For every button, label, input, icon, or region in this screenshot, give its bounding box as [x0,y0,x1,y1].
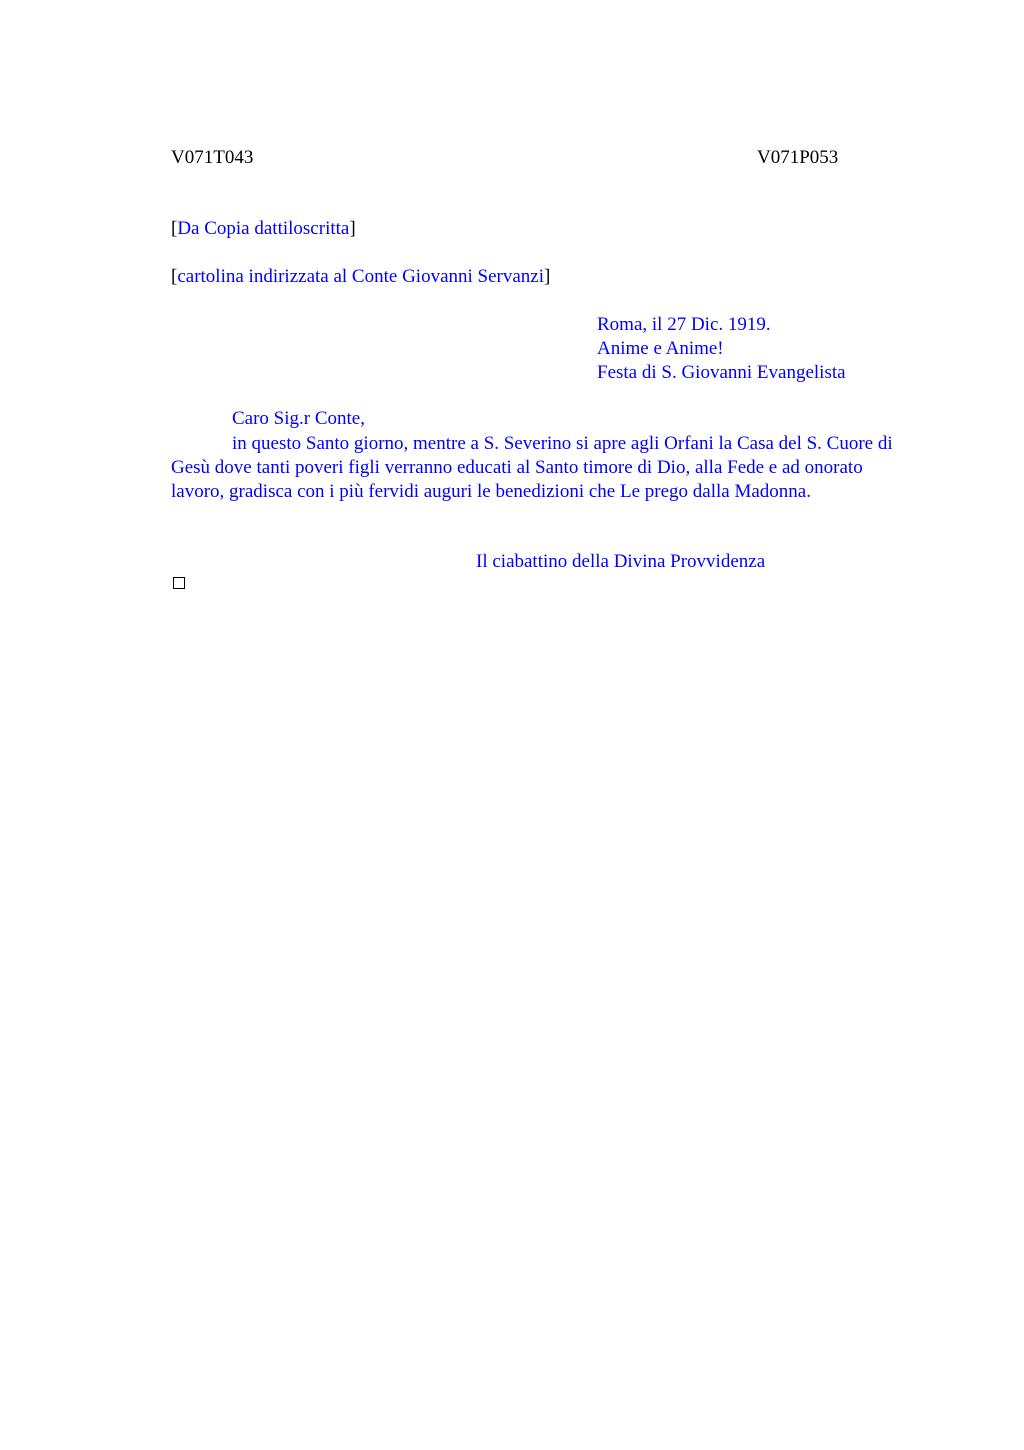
source-note [171,218,356,240]
letter-body: in questo Santo giorno, mentre a S. Severino si apre agli Orfani la Casa del S. Cuore di Gesù dove tanti poveri figli verranno educati al Santo timore di Dio, alla Fede e ad onorato lavoro, gradisca con i più fervidi auguri le benedizioni che Le prego dalla Madonna. [171,433,893,502]
dateline [597,313,846,385]
bracket-open: [ [171,218,178,239]
dateline-place-date: Roma, il 27 Dic. 1919. [597,314,771,335]
document-code-right: V071P053 [757,147,839,168]
salutation: Caro Sig.r Conte, [232,408,365,429]
bracket-open: [ [171,266,178,287]
signature: Il ciabattino della Divina Provvidenza [476,551,766,572]
bracket-close: ] [544,266,551,287]
end-marker-box [173,577,185,589]
bracket-close: ] [349,218,356,239]
dateline-feast: Festa di S. Giovanni Evangelista [597,362,846,383]
address-note [171,266,550,288]
source-note-text: Da Copia dattiloscritta [177,218,350,239]
dateline-motto: Anime e Anime! [597,338,724,359]
document-code-left: V071T043 [171,147,254,168]
address-note-text: cartolina indirizzata al Conte Giovanni Servanzi [177,266,544,287]
